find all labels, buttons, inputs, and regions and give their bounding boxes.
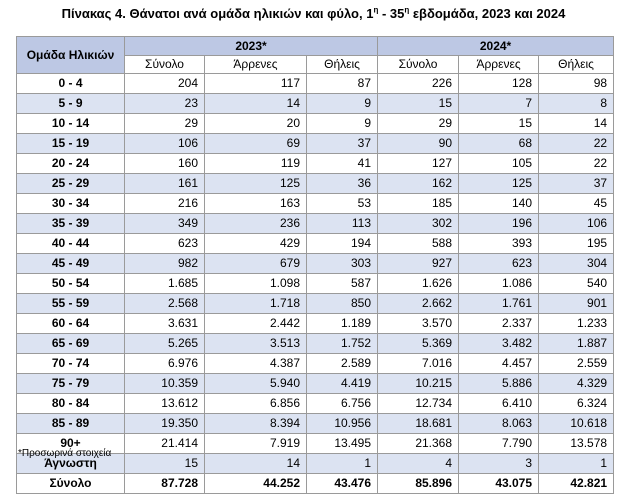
table-row: [17, 174, 614, 194]
female-2023-cell: 1.752: [307, 334, 378, 354]
female-2024-cell: 37: [539, 174, 614, 194]
total-2023-cell: 349: [125, 214, 205, 234]
age-cell: 65 - 69: [17, 334, 125, 354]
total-2024-cell: 10.215: [378, 374, 459, 394]
male-2024-cell: 2.337: [459, 314, 539, 334]
table-row: [17, 94, 614, 114]
total-2023-cell: 161: [125, 174, 205, 194]
female-2023-cell: 41: [307, 154, 378, 174]
female-2023-cell: 587: [307, 274, 378, 294]
age-cell: 70 - 74: [17, 354, 125, 374]
female-2023-cell: 9: [307, 114, 378, 134]
table-row: [17, 294, 614, 314]
table-row: [17, 254, 614, 274]
female-2024-cell: 45: [539, 194, 614, 214]
male-2024-cell: 68: [459, 134, 539, 154]
table-row: [17, 354, 614, 374]
male-2023-cell: 125: [205, 174, 307, 194]
male-2023-cell: 4.387: [205, 354, 307, 374]
male-2024-cell: 7.790: [459, 434, 539, 454]
male-2023-cell: 5.940: [205, 374, 307, 394]
male-2023-cell: 7.919: [205, 434, 307, 454]
age-cell: 15 - 19: [17, 134, 125, 154]
age-cell: 5 - 9: [17, 94, 125, 114]
total-2024-cell: 302: [378, 214, 459, 234]
title-end: εβδομάδα, 2023 και 2024: [409, 6, 566, 21]
female-2023-cell: 13.495: [307, 434, 378, 454]
table-footer: [17, 474, 614, 494]
male-2023-cell: 679: [205, 254, 307, 274]
total-2023-cell: 204: [125, 74, 205, 94]
male-2023-cell: 236: [205, 214, 307, 234]
total-2024-cell: 127: [378, 154, 459, 174]
table-title: [0, 6, 627, 22]
total-2023-cell: 106: [125, 134, 205, 154]
male-2024-cell: 7: [459, 94, 539, 114]
male-2023-cell: 119: [205, 154, 307, 174]
female-2023-cell: 194: [307, 234, 378, 254]
age-cell: 45 - 49: [17, 254, 125, 274]
male-2023-header: Άρρενες: [205, 56, 307, 74]
total-2023-cell: 1.685: [125, 274, 205, 294]
total-2023-cell: 623: [125, 234, 205, 254]
total-2024-cell: 18.681: [378, 414, 459, 434]
male-2023-cell: 3.513: [205, 334, 307, 354]
totals-male-2023: 44.252: [205, 474, 307, 494]
total-2023-cell: 3.631: [125, 314, 205, 334]
male-2024-cell: 1.086: [459, 274, 539, 294]
male-2024-cell: 393: [459, 234, 539, 254]
male-2023-cell: 117: [205, 74, 307, 94]
female-2023-cell: 9: [307, 94, 378, 114]
total-2024-cell: 927: [378, 254, 459, 274]
totals-total-2023: 87.728: [125, 474, 205, 494]
total-2024-cell: 12.734: [378, 394, 459, 414]
female-2024-cell: 1: [539, 454, 614, 474]
male-2024-cell: 105: [459, 154, 539, 174]
table-row: [17, 154, 614, 174]
female-2024-cell: 2.559: [539, 354, 614, 374]
male-2023-cell: 1.718: [205, 294, 307, 314]
female-2023-cell: 2.589: [307, 354, 378, 374]
male-2023-cell: 1.098: [205, 274, 307, 294]
total-2023-cell: 2.568: [125, 294, 205, 314]
age-cell: 40 - 44: [17, 234, 125, 254]
total-2024-cell: 21.368: [378, 434, 459, 454]
female-2023-cell: 1: [307, 454, 378, 474]
female-2024-cell: 22: [539, 134, 614, 154]
total-2023-cell: 160: [125, 154, 205, 174]
male-2024-cell: 5.886: [459, 374, 539, 394]
female-2023-cell: 850: [307, 294, 378, 314]
age-cell: 60 - 64: [17, 314, 125, 334]
total-2023-header: Σύνολο: [125, 56, 205, 74]
total-2023-cell: 5.265: [125, 334, 205, 354]
male-2023-cell: 8.394: [205, 414, 307, 434]
table-row: [17, 74, 614, 94]
total-2024-cell: 29: [378, 114, 459, 134]
table-row: [17, 394, 614, 414]
total-2023-cell: 29: [125, 114, 205, 134]
totals-row: [17, 474, 614, 494]
total-2023-cell: 13.612: [125, 394, 205, 414]
male-2024-cell: 3.482: [459, 334, 539, 354]
totals-female-2024: 42.821: [539, 474, 614, 494]
table-row: [17, 194, 614, 214]
female-2024-cell: 540: [539, 274, 614, 294]
table-row: [17, 114, 614, 134]
female-2023-cell: 53: [307, 194, 378, 214]
total-2024-cell: 162: [378, 174, 459, 194]
female-2024-cell: 22: [539, 154, 614, 174]
total-2024-header: Σύνολο: [378, 56, 459, 74]
male-2024-cell: 15: [459, 114, 539, 134]
total-2023-cell: 6.976: [125, 354, 205, 374]
totals-male-2024: 43.075: [459, 474, 539, 494]
female-2023-cell: 113: [307, 214, 378, 234]
title-mid: - 35: [378, 6, 405, 21]
male-2023-cell: 163: [205, 194, 307, 214]
female-2024-cell: 901: [539, 294, 614, 314]
male-2023-cell: 429: [205, 234, 307, 254]
total-2024-cell: 4: [378, 454, 459, 474]
total-2024-cell: 15: [378, 94, 459, 114]
male-2024-cell: 4.457: [459, 354, 539, 374]
female-2024-cell: 4.329: [539, 374, 614, 394]
female-2024-cell: 14: [539, 114, 614, 134]
male-2023-cell: 69: [205, 134, 307, 154]
table-row: [17, 234, 614, 254]
total-2023-cell: 982: [125, 254, 205, 274]
male-2023-cell: 6.856: [205, 394, 307, 414]
age-cell: 25 - 29: [17, 174, 125, 194]
age-cell: 80 - 84: [17, 394, 125, 414]
male-2024-cell: 3: [459, 454, 539, 474]
table-row: [17, 214, 614, 234]
female-2023-cell: 1.189: [307, 314, 378, 334]
male-2024-cell: 6.410: [459, 394, 539, 414]
age-cell: Άγνωστη: [17, 454, 125, 474]
totals-label: Σύνολο: [17, 474, 125, 494]
male-2023-cell: 14: [205, 454, 307, 474]
female-2023-cell: 87: [307, 74, 378, 94]
table-row: [17, 134, 614, 154]
title-sup-1: η: [373, 5, 379, 15]
age-cell: 20 - 24: [17, 154, 125, 174]
female-2024-cell: 13.578: [539, 434, 614, 454]
age-group-header: Ομάδα Ηλικιών: [17, 37, 125, 74]
total-2023-cell: 10.359: [125, 374, 205, 394]
female-2024-cell: 10.618: [539, 414, 614, 434]
male-2023-cell: 20: [205, 114, 307, 134]
female-2024-cell: 106: [539, 214, 614, 234]
age-cell: 30 - 34: [17, 194, 125, 214]
total-2024-cell: 2.662: [378, 294, 459, 314]
female-2024-header: Θήλεις: [539, 56, 614, 74]
age-cell: 90+: [17, 434, 125, 454]
female-2023-cell: 303: [307, 254, 378, 274]
total-2024-cell: 90: [378, 134, 459, 154]
footnote: *Προσωρινά στοιχεία: [18, 448, 112, 459]
table-row: [17, 274, 614, 294]
total-2023-cell: 23: [125, 94, 205, 114]
male-2024-header: Άρρενες: [459, 56, 539, 74]
totals-female-2023: 43.476: [307, 474, 378, 494]
male-2024-cell: 125: [459, 174, 539, 194]
total-2024-cell: 3.570: [378, 314, 459, 334]
female-2024-cell: 8: [539, 94, 614, 114]
male-2024-cell: 1.761: [459, 294, 539, 314]
title-sup-2: η: [404, 5, 410, 15]
female-2023-cell: 4.419: [307, 374, 378, 394]
total-2024-cell: 5.369: [378, 334, 459, 354]
total-2023-cell: 21.414: [125, 434, 205, 454]
total-2024-cell: 7.016: [378, 354, 459, 374]
female-2023-header: Θήλεις: [307, 56, 378, 74]
female-2023-cell: 37: [307, 134, 378, 154]
age-cell: 85 - 89: [17, 414, 125, 434]
male-2024-cell: 128: [459, 74, 539, 94]
year-2023-header: 2023*: [125, 37, 378, 56]
female-2023-cell: 6.756: [307, 394, 378, 414]
age-cell: 75 - 79: [17, 374, 125, 394]
age-cell: 55 - 59: [17, 294, 125, 314]
male-2024-cell: 623: [459, 254, 539, 274]
female-2023-cell: 36: [307, 174, 378, 194]
female-2024-cell: 98: [539, 74, 614, 94]
total-2023-cell: 216: [125, 194, 205, 214]
male-2024-cell: 8.063: [459, 414, 539, 434]
total-2024-cell: 588: [378, 234, 459, 254]
female-2024-cell: 195: [539, 234, 614, 254]
table-row: [17, 374, 614, 394]
deaths-table: [16, 36, 614, 494]
age-cell: 50 - 54: [17, 274, 125, 294]
female-2024-cell: 6.324: [539, 394, 614, 414]
total-2024-cell: 1.626: [378, 274, 459, 294]
title-main: Πίνακας 4. Θάνατοι ανά ομάδα ηλικιών και φύλο, 1: [61, 6, 374, 21]
table-header: [17, 37, 614, 74]
age-cell: 35 - 39: [17, 214, 125, 234]
table-row: [17, 334, 614, 354]
male-2024-cell: 140: [459, 194, 539, 214]
female-2023-cell: 10.956: [307, 414, 378, 434]
total-2023-cell: 19.350: [125, 414, 205, 434]
table-row: [17, 314, 614, 334]
table-body: [17, 74, 614, 474]
female-2024-cell: 1.887: [539, 334, 614, 354]
age-cell: 10 - 14: [17, 114, 125, 134]
age-cell: 0 - 4: [17, 74, 125, 94]
total-2024-cell: 185: [378, 194, 459, 214]
total-2023-cell: 15: [125, 454, 205, 474]
female-2024-cell: 304: [539, 254, 614, 274]
male-2023-cell: 14: [205, 94, 307, 114]
total-2024-cell: 226: [378, 74, 459, 94]
year-2024-header: 2024*: [378, 37, 614, 56]
female-2024-cell: 1.233: [539, 314, 614, 334]
totals-total-2024: 85.896: [378, 474, 459, 494]
table-row: [17, 414, 614, 434]
male-2023-cell: 2.442: [205, 314, 307, 334]
male-2024-cell: 196: [459, 214, 539, 234]
